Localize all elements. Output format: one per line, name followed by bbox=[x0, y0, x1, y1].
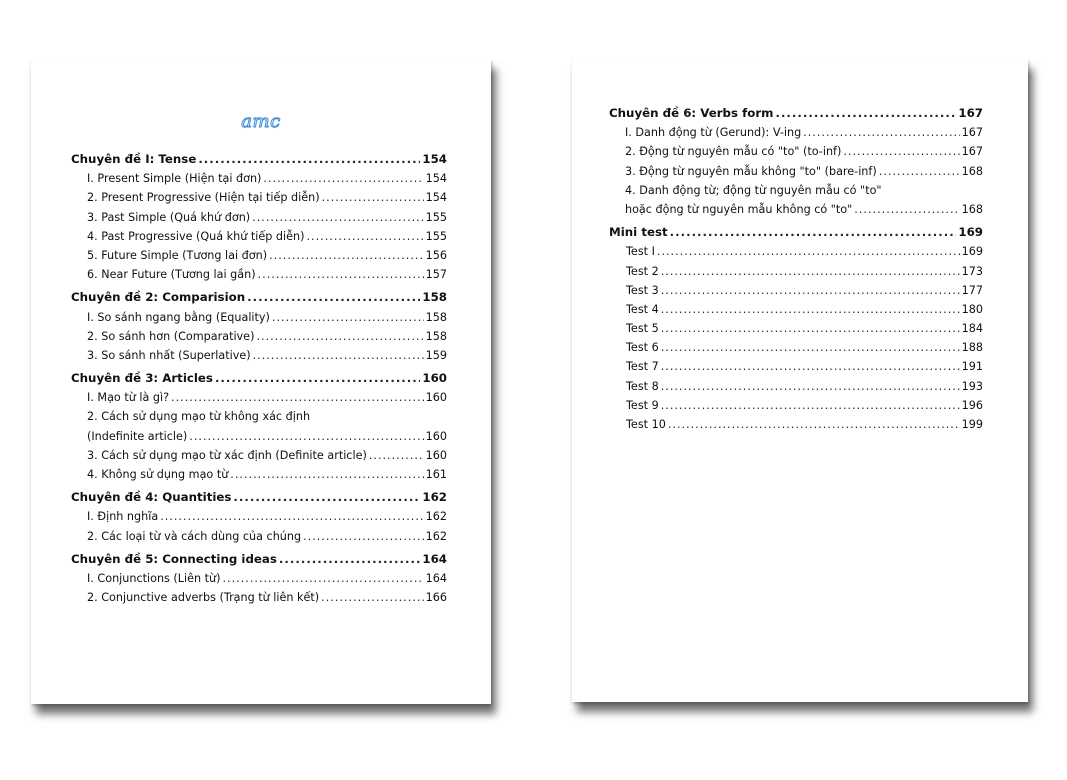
toc-chapter-heading[interactable] bbox=[71, 488, 447, 507]
toc-entry[interactable] bbox=[71, 407, 447, 426]
toc-entry-title: Test 6 bbox=[626, 341, 659, 355]
toc-chapter-title: Chuyên đề 5: Connecting ideas bbox=[71, 551, 277, 566]
toc-entry[interactable] bbox=[71, 346, 447, 365]
toc-chapter-title: Chuyên đề 3: Articles bbox=[71, 371, 213, 386]
toc-list-left bbox=[71, 150, 447, 607]
toc-entry-title: I. Danh động từ (Gerund): V-ing bbox=[625, 126, 802, 140]
toc-leader-dots bbox=[657, 242, 960, 261]
toc-entry[interactable] bbox=[609, 396, 983, 415]
toc-leader-dots bbox=[247, 288, 420, 307]
toc-entry[interactable] bbox=[71, 308, 447, 327]
toc-entry-title: Test 10 bbox=[626, 418, 666, 431]
toc-page-number: 160 bbox=[425, 429, 447, 443]
toc-entry-title: 5. Future Simple (Tương lai đơn) bbox=[87, 248, 268, 262]
toc-entry-title: 3. Past Simple (Quá khứ đơn) bbox=[87, 210, 251, 224]
toc-page-number: 161 bbox=[425, 468, 447, 481]
toc-page-number: 199 bbox=[961, 418, 983, 431]
toc-page-number: 160 bbox=[422, 371, 447, 386]
toc-leader-dots bbox=[306, 227, 423, 246]
toc-entry[interactable] bbox=[71, 208, 447, 227]
toc-entry-title: 4. Past Progressive (Quá khứ tiếp diễn) bbox=[87, 229, 305, 243]
toc-entry[interactable] bbox=[609, 281, 983, 300]
toc-page-number: 173 bbox=[961, 264, 983, 278]
toc-chapter-heading[interactable] bbox=[71, 288, 447, 307]
toc-entry[interactable] bbox=[609, 300, 983, 319]
toc-leader-dots bbox=[263, 169, 423, 188]
toc-page-number: 168 bbox=[961, 164, 983, 178]
toc-entry[interactable] bbox=[609, 357, 983, 376]
toc-page-number: 167 bbox=[961, 126, 983, 140]
toc-page-number: 180 bbox=[961, 302, 983, 316]
toc-entry-title: 2. Động từ nguyên mẫu có "to" (to-inf) bbox=[625, 145, 842, 159]
toc-list-right bbox=[609, 104, 983, 434]
toc-entry[interactable] bbox=[71, 188, 447, 207]
toc-leader-dots bbox=[661, 281, 960, 300]
toc-entry[interactable] bbox=[71, 388, 447, 407]
toc-page-number: 169 bbox=[961, 245, 983, 259]
toc-entry[interactable] bbox=[609, 162, 983, 181]
toc-chapter-title: Mini test bbox=[609, 225, 668, 240]
toc-entry[interactable] bbox=[71, 507, 447, 526]
toc-page-number: 191 bbox=[961, 360, 983, 374]
toc-page-number: 157 bbox=[425, 268, 447, 282]
toc-entry-title: Test 8 bbox=[626, 379, 659, 393]
toc-page-number: 168 bbox=[961, 202, 983, 216]
toc-page-number: 164 bbox=[422, 551, 447, 566]
toc-entry[interactable] bbox=[71, 169, 447, 188]
toc-entry[interactable] bbox=[71, 427, 447, 446]
toc-entry-title: I. So sánh ngang bằng (Equality) bbox=[87, 310, 270, 324]
toc-entry-title: I. Conjunctions (Liên từ) bbox=[87, 571, 221, 585]
toc-entry[interactable] bbox=[71, 588, 447, 607]
toc-entry-title: Test 5 bbox=[626, 322, 659, 336]
toc-page-number: 164 bbox=[425, 571, 447, 585]
toc-entry[interactable] bbox=[609, 123, 983, 142]
toc-page-number: 162 bbox=[425, 529, 447, 543]
toc-leader-dots bbox=[223, 569, 424, 588]
toc-entry[interactable] bbox=[71, 527, 447, 546]
toc-page-number: 188 bbox=[961, 341, 983, 355]
toc-entry[interactable] bbox=[609, 377, 983, 396]
toc-chapter-title: Chuyên đề 6: Verbs form bbox=[609, 106, 774, 120]
toc-leader-dots bbox=[269, 246, 424, 265]
toc-entry[interactable] bbox=[609, 262, 983, 281]
toc-entry[interactable] bbox=[609, 200, 983, 219]
toc-entry[interactable] bbox=[71, 227, 447, 246]
toc-leader-dots bbox=[215, 369, 420, 388]
toc-entry-title: 4. Không sử dụng mạo từ bbox=[87, 468, 229, 481]
toc-entry-title: 2. Các loại từ và cách dùng của chúng bbox=[87, 529, 302, 543]
toc-leader-dots bbox=[854, 200, 959, 219]
toc-entry-title: 4. Danh động từ; động từ nguyên mẫu có "to" bbox=[625, 183, 882, 197]
toc-page-number: 166 bbox=[425, 591, 447, 605]
toc-entry[interactable] bbox=[609, 319, 983, 338]
toc-leader-dots bbox=[661, 338, 960, 357]
toc-entry[interactable] bbox=[609, 242, 983, 261]
toc-entry-title: Test 3 bbox=[626, 283, 659, 297]
toc-leader-dots bbox=[803, 123, 959, 142]
toc-leader-dots bbox=[843, 142, 959, 161]
toc-page-number: 162 bbox=[422, 490, 447, 505]
toc-chapter-heading[interactable] bbox=[609, 104, 983, 123]
toc-entry-title: Test 7 bbox=[626, 360, 659, 374]
toc-page-number: 167 bbox=[961, 145, 983, 159]
toc-leader-dots bbox=[279, 550, 420, 569]
toc-leader-dots bbox=[670, 223, 957, 242]
toc-entry[interactable] bbox=[71, 465, 447, 484]
toc-chapter-heading[interactable] bbox=[71, 369, 447, 388]
toc-entry-title: 2. Present Progressive (Hiện tại tiếp diễn) bbox=[87, 191, 320, 205]
toc-entry[interactable] bbox=[71, 569, 447, 588]
toc-leader-dots bbox=[253, 346, 424, 365]
toc-chapter-title: Chuyên đề 2: Comparision bbox=[71, 290, 246, 305]
toc-leader-dots bbox=[668, 415, 960, 434]
toc-entry-title: 2. Cách sử dụng mạo từ không xác định bbox=[87, 410, 311, 424]
toc-leader-dots bbox=[272, 308, 424, 327]
toc-page-number: 155 bbox=[425, 229, 447, 243]
toc-leader-dots bbox=[661, 396, 960, 415]
toc-entry-title: I. Định nghĩa bbox=[87, 510, 159, 524]
toc-page-number: 156 bbox=[425, 248, 447, 262]
toc-entry-title: 3. Cách sử dụng mạo từ xác định (Definite article) bbox=[87, 448, 367, 462]
toc-leader-dots bbox=[233, 488, 420, 507]
toc-page-number: 193 bbox=[961, 379, 983, 393]
toc-page-number: 162 bbox=[425, 510, 447, 524]
toc-entry-title: 6. Near Future (Tương lai gần) bbox=[87, 268, 256, 282]
toc-page-number: 160 bbox=[425, 448, 447, 462]
toc-entry-title: I. Mạo từ là gì? bbox=[87, 391, 170, 405]
toc-page-number: 158 bbox=[425, 310, 447, 324]
toc-entry[interactable] bbox=[71, 446, 447, 465]
toc-leader-dots bbox=[171, 388, 424, 407]
toc-page-number: 154 bbox=[425, 172, 447, 186]
toc-entry-title: Test 2 bbox=[626, 264, 659, 278]
toc-leader-dots bbox=[160, 507, 423, 526]
toc-page-number: 158 bbox=[422, 290, 447, 305]
toc-entry-title: (Indefinite article) bbox=[87, 429, 188, 443]
toc-leader-dots bbox=[230, 465, 423, 484]
publisher-logo: amc bbox=[241, 111, 281, 132]
toc-leader-dots bbox=[198, 150, 420, 169]
toc-entry[interactable] bbox=[71, 327, 447, 346]
toc-entry-title: 3. Động từ nguyên mẫu không "to" (bare-inf) bbox=[625, 164, 877, 178]
toc-page-number: 155 bbox=[425, 210, 447, 224]
toc-chapter-title: Chuyên đề I: Tense bbox=[71, 152, 197, 166]
toc-leader-dots bbox=[661, 262, 960, 281]
toc-page-number: 196 bbox=[961, 398, 983, 412]
toc-page-right bbox=[572, 59, 1028, 702]
toc-entry-title: Test I bbox=[626, 245, 655, 259]
toc-chapter-heading[interactable] bbox=[71, 550, 447, 569]
toc-entry-title: 3. So sánh nhất (Superlative) bbox=[87, 348, 251, 362]
toc-leader-dots bbox=[661, 377, 960, 396]
toc-leader-dots bbox=[256, 327, 423, 346]
toc-page-number: 154 bbox=[422, 152, 447, 166]
toc-leader-dots bbox=[322, 188, 424, 207]
toc-leader-dots bbox=[661, 319, 960, 338]
toc-entry-title: I. Present Simple (Hiện tại đơn) bbox=[87, 172, 262, 186]
toc-leader-dots bbox=[661, 357, 960, 376]
toc-entry[interactable] bbox=[71, 246, 447, 265]
toc-entry-title: 2. So sánh hơn (Comparative) bbox=[87, 329, 255, 343]
toc-entry[interactable] bbox=[71, 265, 447, 284]
toc-leader-dots bbox=[258, 265, 424, 284]
toc-leader-dots bbox=[775, 104, 956, 123]
toc-page-number: 158 bbox=[425, 329, 447, 343]
toc-page-left bbox=[31, 59, 491, 704]
toc-entry-title: hoặc động từ nguyên mẫu không có "to" bbox=[625, 202, 853, 216]
toc-page-number: 160 bbox=[425, 391, 447, 405]
toc-leader-dots bbox=[303, 527, 424, 546]
toc-entry-title: Test 4 bbox=[626, 302, 659, 316]
toc-page-number: 169 bbox=[958, 225, 983, 240]
toc-leader-dots bbox=[189, 427, 423, 446]
toc-page-number: 154 bbox=[425, 191, 447, 205]
toc-chapter-heading[interactable] bbox=[609, 223, 983, 242]
toc-page-number: 184 bbox=[961, 322, 983, 336]
toc-leader-dots bbox=[252, 208, 423, 227]
toc-leader-dots bbox=[661, 300, 960, 319]
toc-page-number: 159 bbox=[425, 348, 447, 362]
toc-leader-dots bbox=[369, 446, 424, 465]
toc-page-number: 167 bbox=[958, 106, 983, 120]
toc-entry[interactable] bbox=[609, 338, 983, 357]
toc-entry-title: 2. Conjunctive adverbs (Trạng từ liên kết) bbox=[87, 591, 320, 605]
toc-entry-title: Test 9 bbox=[626, 398, 659, 412]
toc-entry[interactable] bbox=[609, 415, 983, 434]
toc-leader-dots bbox=[879, 162, 960, 181]
toc-entry[interactable] bbox=[609, 181, 983, 200]
toc-entry[interactable] bbox=[609, 142, 983, 161]
toc-leader-dots bbox=[321, 588, 423, 607]
toc-chapter-title: Chuyên đề 4: Quantities bbox=[71, 490, 232, 505]
toc-chapter-heading[interactable] bbox=[71, 150, 447, 169]
toc-page-number: 177 bbox=[961, 283, 983, 297]
